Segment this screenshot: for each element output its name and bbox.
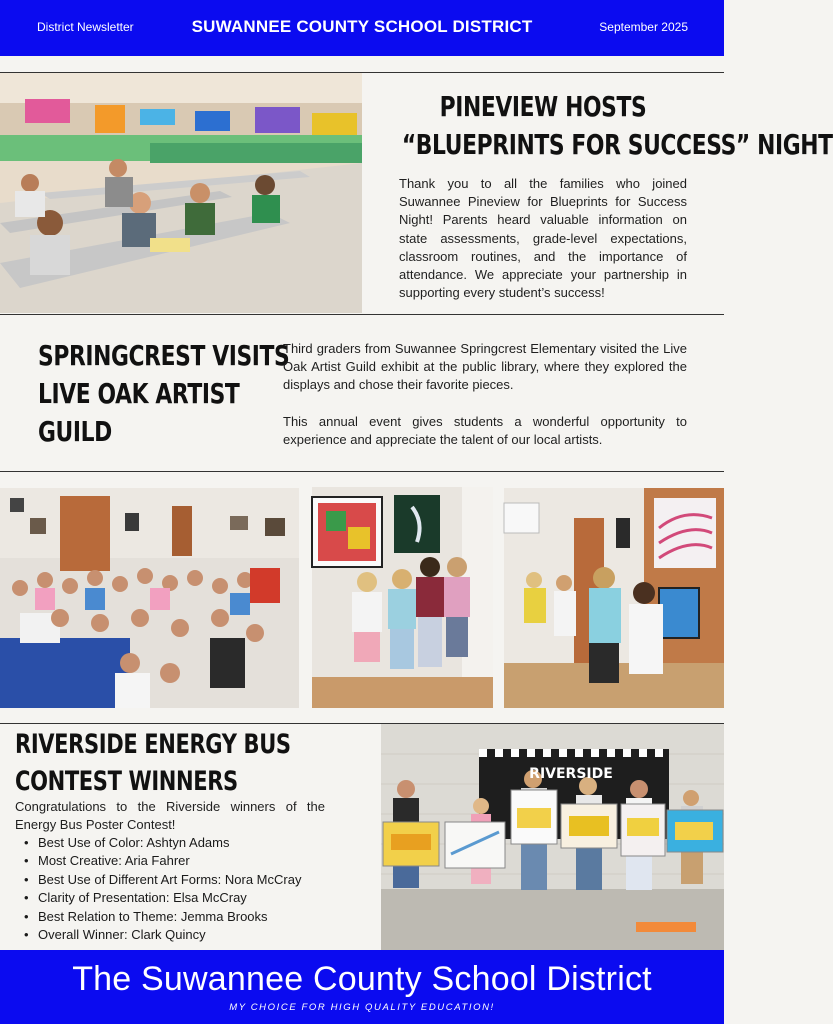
- riverside-headline-line1: RIVERSIDE ENERGY BUS: [15, 729, 291, 760]
- pineview-cafeteria-photo: [0, 73, 362, 313]
- springcrest-headline-line3: GUILD: [38, 415, 112, 448]
- springcrest-paragraph-1: Third graders from Suwannee Springcrest Elementary visited the Live Oak Artist Guild exhibit at the public library, where they explored the displays and chose their favorite pieces.: [283, 341, 687, 393]
- springcrest-art-viewing-photo: [312, 487, 493, 708]
- pineview-headline-line2: “BLUEPRINTS FOR SUCCESS” NIGHT: [401, 128, 833, 161]
- pineview-body: Thank you to all the families who joined Suwannee Pineview for Blueprints for Success Night! Parents heard valuable information on state assessments, grade-level expectations, classroom routines, and the importance of attendance. We appreciate your partnership in supporting every student’s success!: [399, 176, 687, 301]
- issue-date: September 2025: [599, 20, 688, 34]
- banner-text: RIVERSIDE: [529, 766, 613, 782]
- springcrest-headline: [38, 337, 290, 451]
- list-item: • Best Relation to Theme: Jemma Brooks: [16, 908, 356, 926]
- list-item: • Overall Winner: Clark Quincy: [16, 926, 356, 944]
- footer-tagline: MY CHOICE FOR HIGH QUALITY EDUCATION!: [229, 1002, 495, 1013]
- springcrest-group-photo: [0, 488, 299, 708]
- winners-list: [16, 834, 356, 944]
- springcrest-hallway-photo: [504, 488, 724, 708]
- district-title: SUWANNEE COUNTY SCHOOL DISTRICT: [191, 17, 533, 36]
- divider: [0, 314, 724, 315]
- list-item: • Most Creative: Aria Fahrer: [16, 852, 356, 870]
- springcrest-paragraph-2: This annual event gives students a wonderful opportunity to experience and appreciate the talent of our local artists.: [283, 413, 687, 447]
- list-item: • Best Use of Different Art Forms: Nora McCray: [16, 871, 356, 889]
- newsletter-footer: [0, 950, 724, 1024]
- newsletter-header: [0, 0, 724, 56]
- list-item: • Best Use of Color: Ashtyn Adams: [16, 834, 356, 852]
- divider: [0, 471, 724, 472]
- pineview-headline: [401, 88, 833, 164]
- springcrest-headline-line2: LIVE OAK ARTIST: [38, 377, 240, 410]
- riverside-poster-winners-photo: [381, 724, 724, 950]
- riverside-headline-line2: CONTEST WINNERS: [15, 766, 238, 797]
- header-label: District Newsletter: [37, 20, 134, 34]
- pineview-headline-line1: PINEVIEW HOSTS: [439, 90, 647, 123]
- riverside-headline: [15, 726, 291, 800]
- springcrest-body: [283, 340, 687, 449]
- riverside-intro: Congratulations to the Riverside winners of the Energy Bus Poster Contest!: [15, 799, 325, 833]
- list-item: • Clarity of Presentation: Elsa McCray: [16, 889, 356, 907]
- footer-title: The Suwannee County School District: [72, 960, 652, 998]
- springcrest-headline-line1: SPRINGCREST VISITS: [38, 339, 290, 372]
